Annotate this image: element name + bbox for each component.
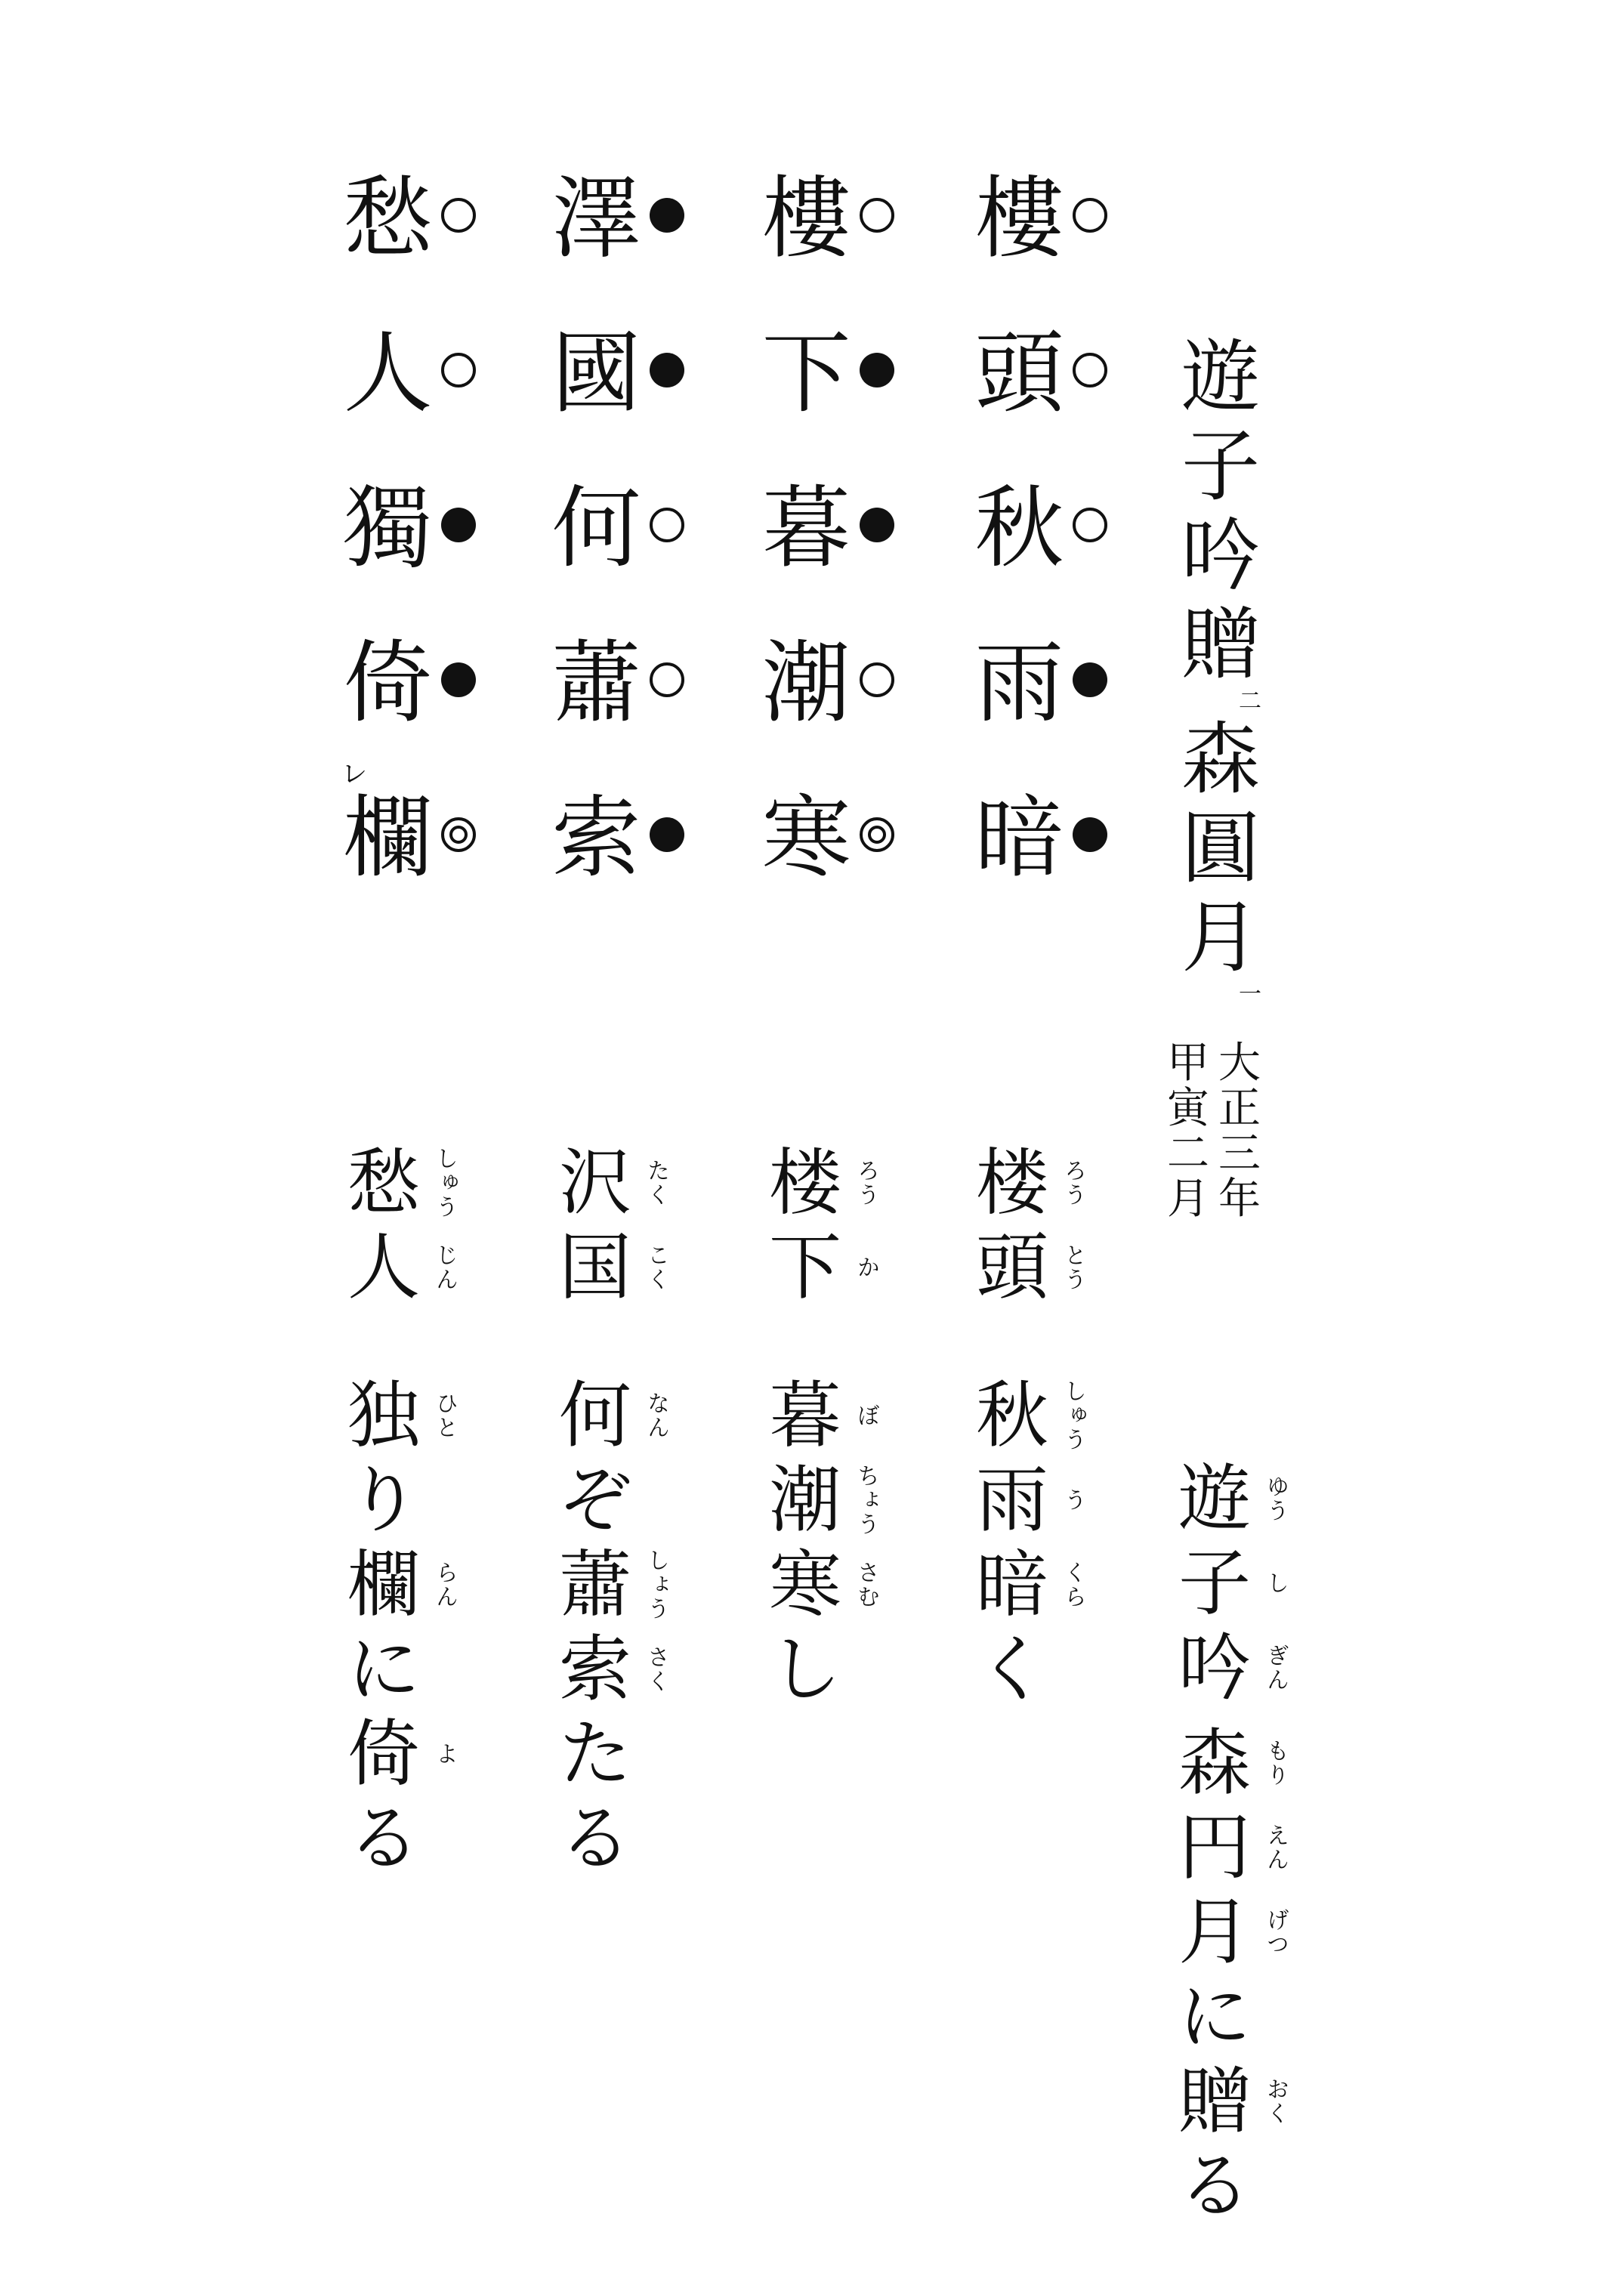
kanshi-cell [545, 168, 689, 323]
reading-char: る [347, 1796, 420, 1881]
reading-line [970, 1141, 1121, 1712]
kunten-mark: 二 [1239, 688, 1261, 715]
reading-char-group [553, 1141, 704, 1225]
date-char: 三 [1218, 1129, 1261, 1178]
reading-char: 寒 [769, 1542, 841, 1627]
reading-char: 国 [559, 1225, 631, 1310]
kanshi-char: 欄 [343, 786, 433, 890]
reading-char-group [341, 1141, 492, 1225]
reading-char: 索 [559, 1627, 631, 1712]
furigana: くら [1060, 1561, 1086, 1609]
reading-char-group [970, 1373, 1121, 1458]
reading-char-group [341, 1712, 492, 1796]
reading-char: 秋 [976, 1373, 1048, 1458]
furigana: もり [1262, 1739, 1289, 1787]
kanshi-cell [968, 477, 1112, 632]
reading-char: 人 [347, 1225, 420, 1310]
reading-char: 円 [1178, 1805, 1251, 1890]
kanshi-char: 寒 [761, 786, 851, 890]
furigana: さく [643, 1645, 669, 1693]
reading-title-column [1172, 1456, 1323, 2228]
furigana [641, 1458, 671, 1542]
reading-char: る [1178, 2144, 1251, 2228]
reading-char-group [970, 1542, 1121, 1627]
kanshi-cell [337, 477, 480, 632]
oblique-tone-mark [441, 662, 476, 697]
reading-char: 独 [347, 1373, 420, 1458]
kanshi-char: 樓 [974, 166, 1064, 270]
furigana [851, 1627, 881, 1712]
level-tone-mark [441, 198, 476, 233]
oblique-tone-mark [860, 508, 894, 542]
kanshi-cell [755, 168, 899, 323]
title-char: 圓 [1181, 802, 1260, 894]
furigana [641, 1796, 671, 1881]
furigana: し [1262, 1571, 1289, 1595]
furigana: えん [1262, 1823, 1289, 1872]
furigana: ろう [1060, 1159, 1086, 1207]
reading-char-group [553, 1225, 704, 1310]
reading-char-group [1172, 1721, 1323, 1805]
date-column-era [1215, 1041, 1264, 1222]
title-char: 遊 [1181, 331, 1260, 423]
kanshi-cell [755, 787, 899, 942]
furigana: しゅう [1060, 1379, 1086, 1452]
title-char: 子 [1181, 420, 1260, 512]
furigana: ゆう [1262, 1474, 1289, 1523]
kanshi-char: 澤 [551, 166, 641, 270]
reading-char-group [341, 1225, 492, 1310]
kanshi-char: 頭 [974, 321, 1064, 425]
reading-char-group [1172, 2059, 1323, 2144]
kanshi-char: 國 [551, 321, 641, 425]
reading-char-group [341, 1542, 492, 1627]
reading-line [553, 1141, 704, 1881]
kanshi-cell [968, 787, 1112, 942]
furigana: とう [1060, 1243, 1086, 1292]
furigana: さむ [853, 1561, 879, 1609]
furigana [429, 1627, 459, 1712]
kanshi-cell [337, 168, 480, 323]
title-char: 贈 [1181, 598, 1260, 690]
kanshi-char: 倚 [343, 631, 433, 735]
kanshi-char: 蕭 [551, 631, 641, 735]
reading-char-group [1172, 1890, 1323, 1974]
kanshi-cell [337, 323, 480, 477]
reading-char-group [763, 1542, 914, 1627]
reading-char: に [347, 1627, 420, 1712]
level-tone-mark [1073, 353, 1107, 387]
furigana: ぼ [853, 1403, 879, 1428]
reading-char-group [553, 1627, 704, 1712]
reading-char: し [769, 1627, 841, 1712]
furigana [429, 1796, 459, 1881]
date-char: 大 [1218, 1039, 1261, 1088]
reading-char-group [1172, 2144, 1323, 2228]
kanshi-char: 暗 [974, 786, 1064, 890]
reading-char: 暮 [769, 1373, 841, 1458]
furigana [1057, 1627, 1088, 1712]
rhyme-mark [860, 817, 894, 852]
oblique-tone-mark [650, 198, 684, 233]
reading-char: 倚 [347, 1712, 420, 1796]
level-tone-mark [860, 662, 894, 697]
kanshi-char: 索 [551, 786, 641, 890]
reading-char: 贈 [1178, 2059, 1251, 2144]
reading-char-group [763, 1627, 914, 1712]
reading-char: 沢 [559, 1141, 631, 1225]
reading-char: に [1178, 1974, 1251, 2059]
reading-line [763, 1141, 914, 1712]
reading-char: 遊 [1178, 1456, 1251, 1541]
reading-char-group [1172, 1974, 1323, 2059]
furigana: ちょう [853, 1464, 879, 1536]
oblique-tone-mark [441, 508, 476, 542]
kanshi-title [1175, 332, 1274, 1008]
kanshi-line [755, 168, 899, 942]
oblique-tone-mark [1073, 817, 1107, 852]
reading-char: 楼 [769, 1141, 841, 1225]
furigana [1260, 2144, 1290, 2228]
level-tone-mark [860, 198, 894, 233]
oblique-tone-mark [860, 353, 894, 387]
kanshi-cell [545, 632, 689, 787]
reading-char: 欄 [347, 1542, 420, 1627]
kanshi-char: 潮 [761, 631, 851, 735]
title-char: 吟 [1181, 509, 1260, 601]
level-tone-mark [1073, 508, 1107, 542]
reading-char: た [559, 1712, 631, 1796]
reading-char: 雨 [976, 1458, 1048, 1542]
level-tone-mark [1073, 198, 1107, 233]
date-char: 年 [1218, 1175, 1261, 1224]
kanshi-char: 愁 [343, 166, 433, 270]
kanshi-char: 獨 [343, 476, 433, 580]
reading-char-group [1172, 1456, 1323, 1541]
reading-char: く [976, 1627, 1048, 1712]
reading-char-group [763, 1458, 914, 1542]
furigana [641, 1712, 671, 1796]
kunten-mark: 一 [1239, 981, 1261, 1008]
kanshi-char: 暮 [761, 476, 851, 580]
reading-char-group [970, 1141, 1121, 1225]
kanshi-cell [755, 323, 899, 477]
reading-char: 蕭 [559, 1542, 631, 1627]
reading-char-group [341, 1373, 492, 1458]
reading-char: 楼 [976, 1141, 1048, 1225]
oblique-tone-mark [1073, 662, 1107, 697]
reading-char-group [970, 1225, 1121, 1310]
reading-char: 下 [769, 1225, 841, 1310]
reading-char: 吟 [1178, 1626, 1251, 1710]
kanshi-line [968, 168, 1112, 942]
kanshi-line [337, 168, 480, 942]
reading-char-group [341, 1796, 492, 1881]
furigana: らん [431, 1561, 458, 1609]
kanshi-line [545, 168, 689, 942]
furigana: しょう [643, 1548, 669, 1621]
reading-char-group [1172, 1805, 1323, 1890]
furigana: こく [643, 1243, 669, 1292]
oblique-tone-mark [650, 817, 684, 852]
reading-char-group [341, 1458, 492, 1542]
furigana: う [1060, 1488, 1086, 1512]
title-char: 森 [1181, 713, 1260, 805]
reading-char-group [553, 1542, 704, 1627]
kanshi-cell [337, 759, 480, 942]
kanshi-cell [545, 787, 689, 942]
furigana: おく [1262, 2077, 1289, 2126]
reading-char: ぞ [559, 1458, 631, 1542]
furigana: げつ [1262, 1908, 1289, 1956]
kanshi-cell [968, 168, 1112, 323]
reading-char: 頭 [976, 1225, 1048, 1310]
date-char: 二 [1167, 1129, 1209, 1178]
kanshi-cell [755, 632, 899, 787]
level-tone-mark [650, 662, 684, 697]
furigana: しゅう [431, 1147, 458, 1219]
furigana: じん [431, 1243, 458, 1292]
furigana: ひと [431, 1391, 458, 1440]
date-column-cycle [1163, 1041, 1213, 1222]
kanshi-cell [755, 477, 899, 632]
level-tone-mark [650, 508, 684, 542]
reading-char-group [970, 1458, 1121, 1542]
reading-char-group [970, 1627, 1121, 1712]
furigana: よ [431, 1742, 458, 1766]
reading-char: る [559, 1796, 631, 1881]
furigana: なん [643, 1391, 669, 1440]
reading-char: 暗 [976, 1542, 1048, 1627]
rhyme-mark [441, 817, 476, 852]
furigana: か [853, 1255, 879, 1280]
reading-char: 森 [1178, 1721, 1251, 1805]
kanshi-cell [545, 477, 689, 632]
reading-char-group [763, 1225, 914, 1310]
furigana [1260, 1974, 1290, 2059]
furigana: たく [643, 1159, 669, 1207]
reading-char: 愁 [347, 1141, 420, 1225]
kanshi-cell [968, 632, 1112, 787]
date-char: 甲 [1167, 1039, 1209, 1088]
reading-char: 何 [559, 1373, 631, 1458]
date-char: 寅 [1167, 1084, 1209, 1133]
furigana: ろう [853, 1159, 879, 1207]
kanshi-char: 雨 [974, 631, 1064, 735]
date-char: 正 [1218, 1084, 1261, 1133]
reading-char-group [1172, 1626, 1323, 1710]
reading-char-group [553, 1373, 704, 1458]
reading-char-group [341, 1627, 492, 1712]
reading-char: 子 [1178, 1541, 1251, 1626]
kanshi-char: 人 [343, 321, 433, 425]
title-char: 月 [1181, 891, 1260, 983]
reading-char-group [763, 1141, 914, 1225]
level-tone-mark [441, 353, 476, 387]
kanshi-cell [545, 323, 689, 477]
kanshi-char: 秋 [974, 476, 1064, 580]
reading-char-group [1172, 1541, 1323, 1626]
kanshi-cell [968, 323, 1112, 477]
oblique-tone-mark [650, 353, 684, 387]
reading-char-group [553, 1458, 704, 1542]
furigana: ぎん [1262, 1644, 1289, 1692]
reading-char: 月 [1178, 1890, 1251, 1974]
reading-char: り [347, 1458, 420, 1542]
reading-char-group [763, 1373, 914, 1458]
kanshi-char: 何 [551, 476, 641, 580]
kanshi-char: 樓 [761, 166, 851, 270]
kaeri-ten-mark: レ [341, 759, 367, 789]
reading-char-group [553, 1796, 704, 1881]
date-char: 月 [1167, 1175, 1209, 1224]
reading-line [341, 1141, 492, 1881]
reading-char-group [553, 1712, 704, 1796]
reading-char: 潮 [769, 1458, 841, 1542]
furigana [429, 1458, 459, 1542]
kanshi-char: 下 [761, 321, 851, 425]
